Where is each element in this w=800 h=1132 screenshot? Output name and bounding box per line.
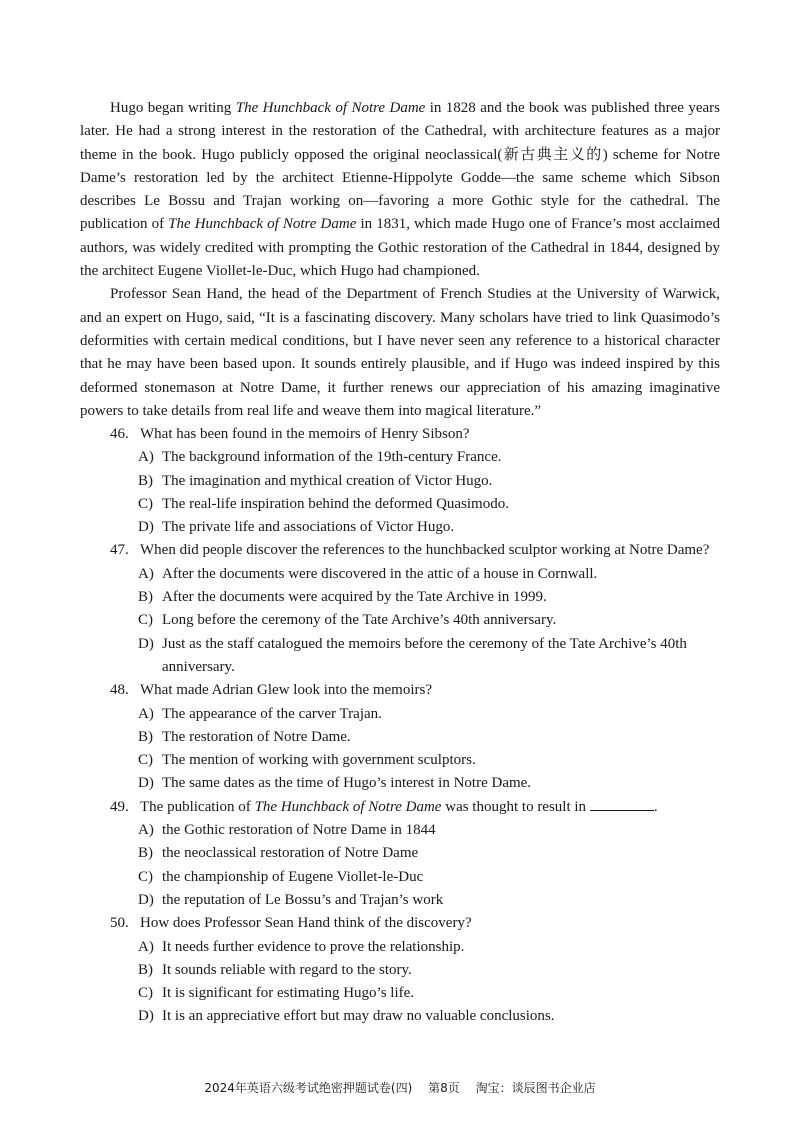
option-letter: C) [138, 985, 153, 1002]
option-text: The real-life inspiration behind the deformed Quasimodo. [162, 495, 509, 512]
text-segment: . [653, 798, 658, 815]
answer-option [138, 819, 720, 842]
question-number: 48. [110, 682, 129, 699]
option-text: The background information of the 19th-century France. [162, 449, 502, 466]
book-title-text: The Hunchback of Notre Dame [168, 216, 357, 233]
option-letter: D) [138, 775, 154, 792]
option-letter: D) [138, 519, 154, 536]
answer-option [138, 866, 720, 889]
text-segment: How does Professor Sean Hand think of the discovery? [140, 915, 472, 932]
option-text: It needs further evidence to prove the relationship. [162, 938, 465, 955]
footer-shop-name: 淘宝：谈辰图书企业店 [475, 1081, 596, 1095]
answer-option [138, 772, 720, 795]
option-letter: C) [138, 868, 153, 885]
answer-option [138, 516, 720, 539]
option-text: the championship of Eugene Viollet-le-Duc [162, 868, 424, 885]
answer-option [138, 493, 720, 516]
answer-blank [590, 796, 654, 811]
answer-option [138, 609, 720, 632]
question-item [80, 679, 720, 795]
option-text: The same dates as the time of Hugo’s interest in Notre Dame. [162, 775, 532, 792]
answer-option [138, 889, 720, 912]
option-text: It is an appreciative effort but may draw no valuable conclusions. [162, 1008, 555, 1025]
option-letter: C) [138, 495, 153, 512]
question-item [80, 796, 720, 912]
passage-paragraph [80, 283, 720, 423]
option-letter: D) [138, 891, 154, 908]
option-letter: B) [138, 845, 153, 862]
text-segment: The publication of [140, 798, 255, 815]
answer-option [138, 703, 720, 726]
text-segment: Hugo began writing [110, 100, 236, 116]
answer-option [138, 726, 720, 749]
option-text: Just as the staff catalogued the memoirs before the ceremony of the Tate Archive’s 40th anniversary. [162, 635, 687, 675]
text-segment: Professor Sean Hand, the head of the Department of French Studies at the University of Warwick, and an expert on Hugo, said, “It is a fascinating discovery. Many scholars have tried to link Quasimodo’s deformities with certain medical conditions, but I have never seen any reference to a historical character that he may have been based upon. It sounds entirely plausible, and if Hugo was indeed inspired by this deformed stonemason at Notre Dame, it further renews our appreciation of his amazing imaginative powers to take details from real life and weave them into magical literature.” [80, 286, 720, 419]
question-stem [110, 539, 720, 562]
option-letter: A) [138, 565, 154, 582]
option-text: The appearance of the carver Trajan. [162, 705, 382, 722]
text-segment: in 1828 and the book was published three years later. He had a strong interest in the restoration of the Cathedral, with architecture features as a major theme in the book. Hugo publicly opposed the original neoclassical(新古典主义的) scheme for Notre Dame’s restoration led by the architect Etienne-Hippolyte Godde—the same scheme which Sibson describes Le Bossu and Trajan working on—favoring a more Gothic style for the cathedral. The publication of [80, 100, 720, 233]
answer-option [138, 842, 720, 865]
option-letter: C) [138, 752, 153, 769]
book-title-text: The Hunchback of Notre Dame [254, 798, 442, 815]
answer-option [138, 936, 720, 959]
question-stem [110, 423, 720, 446]
option-text: After the documents were acquired by the Tate Archive in 1999. [162, 589, 547, 606]
option-letter: D) [138, 635, 154, 652]
option-letter: B) [138, 472, 153, 489]
answer-option [138, 563, 720, 586]
option-text: the reputation of Le Bossu’s and Trajan’s work [162, 891, 444, 908]
question-list [80, 423, 720, 1029]
reading-passage [80, 97, 720, 423]
answer-option [138, 470, 720, 493]
text-segment: What has been found in the memoirs of Henry Sibson? [140, 426, 470, 442]
option-letter: B) [138, 961, 153, 978]
passage-paragraph [80, 97, 720, 283]
question-item [80, 423, 720, 539]
text-segment: in 1831, which made Hugo one of France’s most acclaimed authors, was widely credited with prompting the Gothic restoration of the Cathedral in 1844, designed by the architect Eugene Viollet-le-Duc, which Hugo had championed. [80, 216, 720, 280]
option-letter: A) [138, 705, 154, 722]
option-text: The imagination and mythical creation of Victor Hugo. [162, 472, 493, 489]
question-number: 47. [110, 542, 129, 559]
answer-option [138, 959, 720, 982]
text-segment: was thought to result in [441, 798, 590, 815]
option-letter: B) [138, 728, 153, 745]
text-segment: What made Adrian Glew look into the memoirs? [140, 682, 433, 699]
option-text: the Gothic restoration of Notre Dame in 1844 [162, 822, 436, 839]
option-letter: A) [138, 449, 154, 466]
option-letter: B) [138, 589, 153, 606]
answer-option [138, 586, 720, 609]
option-text: The private life and associations of Victor Hugo. [162, 519, 455, 536]
book-title-text: The Hunchback of Notre Dame [235, 100, 426, 116]
option-text: It is significant for estimating Hugo’s life. [162, 985, 415, 1002]
question-number: 46. [110, 426, 129, 442]
text-segment: When did people discover the references to the hunchbacked sculptor working at Notre Dame? [140, 542, 710, 559]
option-text: It sounds reliable with regard to the story. [162, 961, 412, 978]
option-text: After the documents were discovered in the attic of a house in Cornwall. [162, 565, 598, 582]
option-letter: D) [138, 1008, 154, 1025]
option-letter: A) [138, 938, 154, 955]
option-text: The mention of working with government sculptors. [162, 752, 476, 769]
question-stem [110, 796, 720, 819]
option-text: Long before the ceremony of the Tate Archive’s 40th anniversary. [162, 612, 557, 629]
question-item [80, 912, 720, 1028]
question-stem [110, 912, 720, 935]
question-number: 49. [110, 798, 129, 815]
footer-exam-title: 2024年英语六级考试绝密押题试卷(四) [204, 1081, 413, 1095]
question-item [80, 539, 720, 679]
answer-option [138, 749, 720, 772]
answer-option [138, 1005, 720, 1028]
footer-page-number: 第8页 [428, 1081, 460, 1095]
option-text: the neoclassical restoration of Notre Dame [162, 845, 419, 862]
question-stem [110, 679, 720, 702]
answer-option [138, 982, 720, 1005]
option-letter: C) [138, 612, 153, 629]
answer-option [138, 446, 720, 469]
page-footer [0, 1077, 800, 1100]
option-text: The restoration of Notre Dame. [162, 728, 351, 745]
answer-option [138, 633, 720, 680]
option-letter: A) [138, 822, 154, 839]
question-number: 50. [110, 915, 129, 932]
